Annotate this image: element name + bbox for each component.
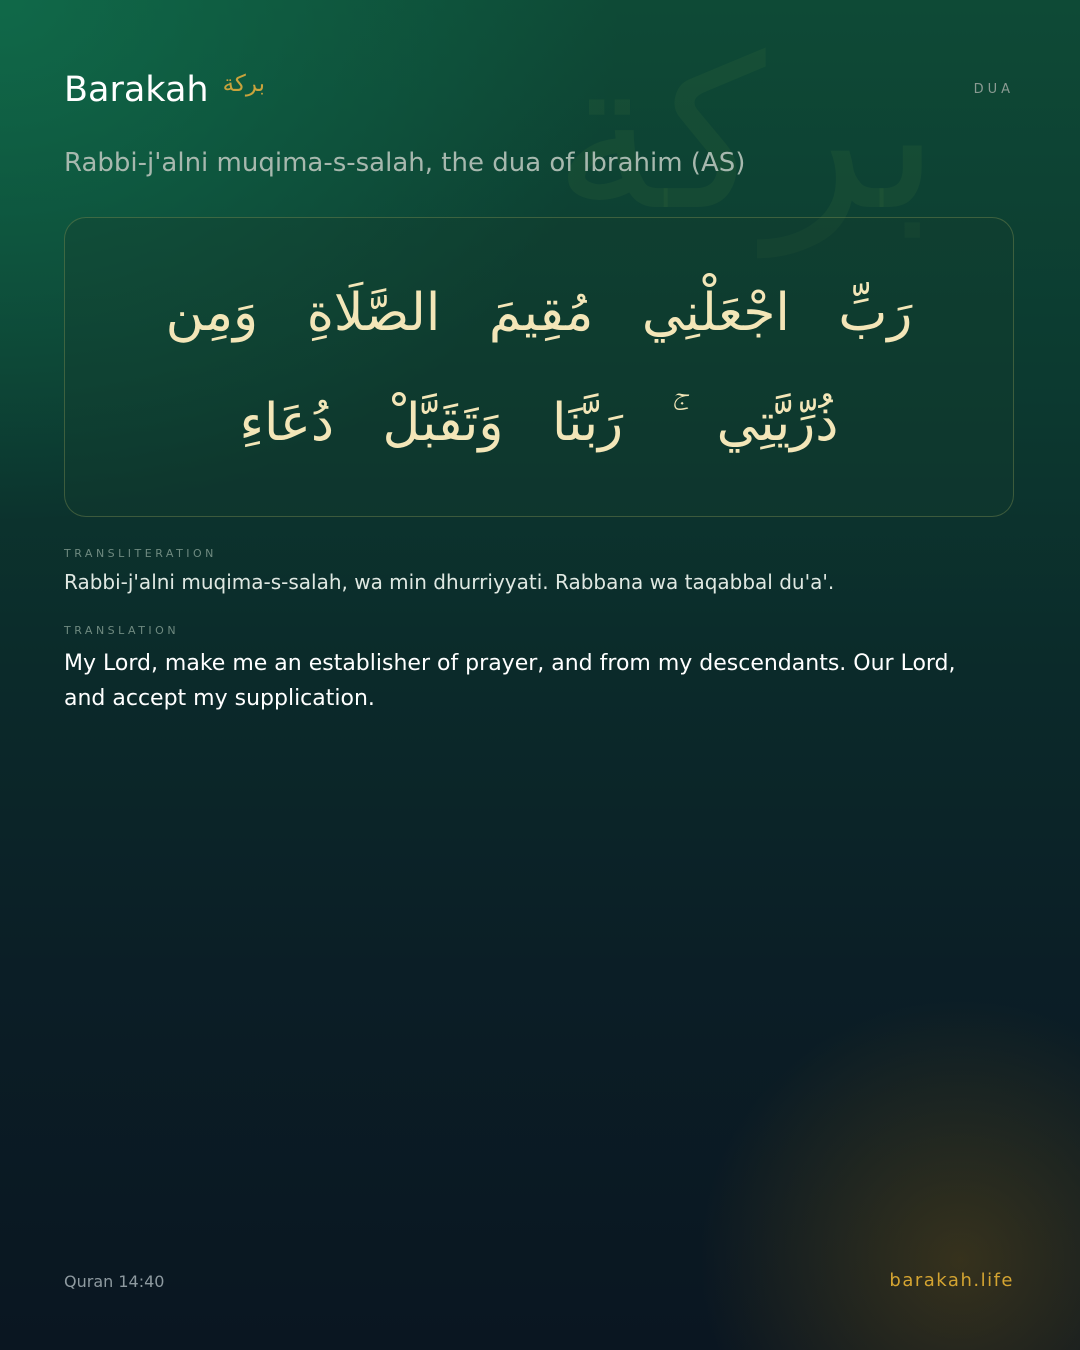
transliteration-label: TRANSLITERATION [64, 547, 217, 560]
header [64, 64, 265, 116]
verse-reference: Quran 14:40 [64, 1272, 165, 1291]
arabic-verse-card [64, 217, 1014, 517]
section-tag: DUA [973, 82, 1014, 97]
page-subtitle: Rabbi-j'alni muqima-s-salah, the dua of Ibrahim (AS) [64, 148, 746, 178]
arabic-verse: رَبِّ اجْعَلْنِي مُقِيمَ الصَّلَاةِ وَمِن ذُرِّيَّتِي ۚ رَبَّنَا وَتَقَبَّلْ دُعَاءِ [165, 283, 913, 453]
brand-name-arabic: بركة [222, 71, 265, 97]
transliteration-text: Rabbi-j'alni muqima-s-salah, wa min dhurriyyati. Rabbana wa taqabbal du'a'. [64, 570, 835, 594]
site-link[interactable]: barakah.life [889, 1270, 1014, 1291]
translation-label: TRANSLATION [64, 624, 180, 637]
brand-name: Barakah [64, 70, 209, 110]
translation-text: My Lord, make me an establisher of prayer, and from my descendants. Our Lord, and accept my supplication. [64, 651, 956, 711]
brand-watermark: بركة [553, 30, 940, 257]
